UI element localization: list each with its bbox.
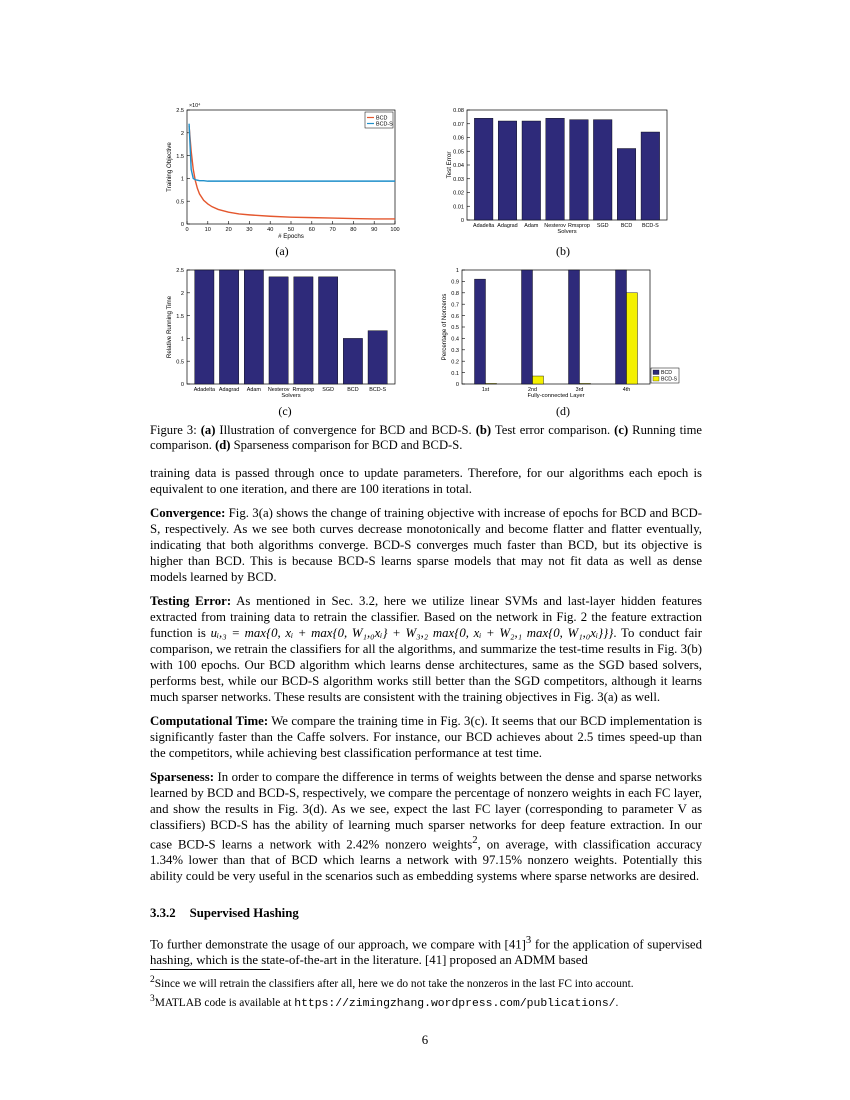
bar-adadelta xyxy=(195,270,214,384)
x-axis-label: Fully-connected Layer xyxy=(527,393,585,399)
figure-3d-label: (d) xyxy=(556,404,570,418)
body-text xyxy=(150,465,702,892)
bar-bcd-3rd xyxy=(569,270,580,384)
paragraph-heading: Sparseness: xyxy=(150,770,214,784)
paragraph-heading: Computational Time: xyxy=(150,714,269,728)
y-axis-label: Percentage of Nonzeros xyxy=(441,293,448,361)
caption-b-marker: (b) xyxy=(475,423,492,437)
footnote-3 xyxy=(150,992,702,1012)
y-tick-label: 2 xyxy=(180,131,184,137)
y-tick-label: 1 xyxy=(180,176,184,183)
footnote-mark: 3 xyxy=(150,993,155,1004)
x-tick-label: Adadelta xyxy=(193,387,215,393)
x-tick-label: Adagrad xyxy=(497,223,518,229)
x-axis-label: Solvers xyxy=(557,229,577,235)
x-tick-label: 4th xyxy=(622,387,631,393)
y-tick-label: 0.3 xyxy=(451,348,459,354)
legend-entry: BCD xyxy=(661,370,672,377)
y-tick-label: 1.5 xyxy=(176,313,184,320)
paragraph-text: Fig. 3(a) shows the change of training objective with increase of epochs for BCD and BCD-S, respectively. As we see both curves decrease monotonically and become flatter and flatter eventually, indicating that both algorithms converge. BCD-S converges much faster than BCD, but its objective is higher than BCD. This is because BCD-S learns sparse models that may not fit data as well as dense models learned by BCD. xyxy=(150,506,702,584)
y-tick-label: 1 xyxy=(455,268,459,275)
bar-bcd-s-4th xyxy=(627,293,638,384)
section-title: Supervised Hashing xyxy=(189,906,299,920)
y-exponent-label: ×10⁴ xyxy=(189,103,201,109)
y-tick-label: 0.6 xyxy=(451,313,459,320)
x-tick-label: 70 xyxy=(329,227,336,233)
x-tick-label: 1st xyxy=(481,387,490,393)
footnote-ref-3[interactable]: 3 xyxy=(525,935,532,946)
caption-a-marker: (a) xyxy=(200,423,216,437)
bar-bcd-2nd xyxy=(522,270,533,384)
x-tick-label: 60 xyxy=(308,227,315,233)
x-tick-label: BCD-S xyxy=(369,387,387,393)
x-tick-label: 40 xyxy=(267,227,274,233)
x-tick-label: BCD xyxy=(347,387,359,393)
bar-bcd xyxy=(617,149,636,221)
caption-d-marker: (d) xyxy=(215,438,231,452)
y-tick-label: 0.4 xyxy=(451,336,459,343)
caption-prefix: Figure 3: xyxy=(150,423,201,437)
y-tick-label: 0.06 xyxy=(453,135,464,142)
y-tick-label: 0.05 xyxy=(453,149,464,156)
y-tick-label: 0.07 xyxy=(453,121,464,128)
x-tick-label: Rmsprop xyxy=(292,387,315,393)
x-tick-label: BCD xyxy=(620,223,633,229)
x-tick-label: 20 xyxy=(225,227,232,233)
paragraph-text: To further demonstrate the usage of our approach, we compare with [41] xyxy=(150,937,526,952)
y-tick-label: 1 xyxy=(180,336,184,343)
bar-adagrad xyxy=(498,121,517,220)
x-tick-label: 0 xyxy=(185,227,189,233)
figure-3b-label: (b) xyxy=(556,244,570,258)
paragraph-text: We compare the training time in Fig. 3(c). It seems that our BCD implementation is significantly faster than the Caffe solvers. For instance, our BCD achieves about 2.5 times speed-up than the competitors, while achieving best classification performance at test time. xyxy=(150,714,702,760)
y-tick-label: 0 xyxy=(460,218,464,225)
x-tick-label: 10 xyxy=(204,227,211,233)
caption-c-marker: (c) xyxy=(614,423,629,437)
y-tick-label: 0.5 xyxy=(451,325,459,332)
y-tick-label: 0.8 xyxy=(451,291,459,297)
paragraph-text: In order to compare the difference in terms of weights between the dense and sparse networks learned by BCD and BCD-S, respectively, we compare the percentage of nonzero weights in each FC layer, and show the results in Fig. 3(d). As we see, expect the last FC layer (corresponding to parameter V as classifiers) BCD-S has the ability of learning much sparser networks for deep feature extraction. In our case BCD-S learns a network with 2.42% nonzero weights xyxy=(150,770,702,852)
paragraph-heading: Testing Error: xyxy=(150,594,232,608)
y-tick-label: 0.5 xyxy=(176,199,184,206)
x-tick-label: Nesterov xyxy=(544,223,566,229)
y-axis-label: Relative Running Time xyxy=(166,295,173,359)
y-axis-label: Test Error xyxy=(446,151,453,179)
x-tick-label: 3rd xyxy=(575,387,584,393)
legend-swatch xyxy=(653,370,659,375)
bar-bcd xyxy=(343,338,362,384)
footnote-text: Since we will retrain the classifiers after all, here we do not take the nonzeros in the last FC into account. xyxy=(154,977,634,990)
x-tick-label: Adam xyxy=(524,223,539,229)
bar-rmsprop xyxy=(294,277,313,384)
figure-3a-line-chart xyxy=(160,96,410,241)
paragraph-heading: Convergence: xyxy=(150,506,226,520)
y-tick-label: 0.08 xyxy=(453,108,464,115)
y-tick-label: 0.9 xyxy=(451,279,459,286)
paragraph-hashing xyxy=(150,933,702,968)
footnote-mark: 2 xyxy=(150,975,155,985)
figure-3c-label: (c) xyxy=(278,404,292,418)
y-tick-label: 0.2 xyxy=(451,359,459,366)
bar-adagrad xyxy=(219,270,238,384)
x-tick-label: Rmsprop xyxy=(567,223,590,229)
bar-nesterov xyxy=(269,277,288,384)
paragraph-sparseness xyxy=(150,769,702,884)
plot-frame xyxy=(467,110,667,220)
feature-extraction-equation: uᵢ,₃ = max{0, xᵢ + max{0, W₁,₀xᵢ} + W₃,₂ max{0, xᵢ + W₂,₁ max{0, W₁,₀xᵢ}}} xyxy=(210,626,614,640)
x-tick-label: SGD xyxy=(596,223,609,229)
footnote-ref-2[interactable]: 2 xyxy=(472,835,478,846)
x-tick-label: 2nd xyxy=(528,387,537,393)
caption-b-text: Test error comparison. xyxy=(491,423,615,437)
bar-rmsprop xyxy=(570,120,589,220)
legend-swatch xyxy=(653,377,659,382)
footnote-text: . xyxy=(615,996,619,1009)
paragraph-testing-error xyxy=(150,593,702,705)
x-tick-label: Adagrad xyxy=(218,387,240,393)
series-line-bcd-s xyxy=(189,121,395,181)
paragraph-text: , on average, with classification accuracy 1.34% lower than that of BCD which learns a network with 97.15% nonzero weights. Potentially this ability could be very useful in the scenarios such as embedding systems where sparse networks are desired. xyxy=(150,837,702,884)
y-tick-label: 0.03 xyxy=(453,176,464,183)
y-tick-label: 2 xyxy=(180,291,184,297)
y-tick-label: 2.5 xyxy=(176,108,184,115)
legend-entry: BCD xyxy=(376,115,388,122)
bar-adam xyxy=(522,121,541,220)
bar-nesterov xyxy=(546,118,565,220)
plot-frame xyxy=(187,110,395,224)
y-tick-label: 0.02 xyxy=(453,190,464,197)
figure-3b-bar-chart xyxy=(435,100,685,242)
caption-c-text: Running time comparison. xyxy=(150,423,702,452)
series-line-bcd xyxy=(189,126,395,219)
legend-entry: BCD-S xyxy=(661,376,678,383)
bar-bcd-s-3rd xyxy=(580,383,591,384)
page-number: 6 xyxy=(421,1033,429,1047)
y-tick-label: 0.5 xyxy=(176,359,184,366)
footnote-text: MATLAB code is available at xyxy=(154,996,295,1009)
figure-3d-bar-chart xyxy=(435,258,685,400)
x-tick-label: 30 xyxy=(246,227,253,233)
paragraph-text: As mentioned in Sec. 3.2, here we utilize linear SVMs and last-layer hidden features extracted from training data to retrain the classifier. Based on the network in Fig. 2 the feature extraction function is xyxy=(150,594,703,640)
bar-sgd xyxy=(318,277,337,384)
x-tick-label: 80 xyxy=(350,227,357,233)
caption-d-text: Sparseness comparison for BCD and BCD-S. xyxy=(230,438,463,452)
bar-adam xyxy=(244,270,263,384)
footnote-url-link[interactable]: https://zimingzhang.wordpress.com/publications/ xyxy=(294,997,616,1010)
paragraph-epochs: training data is passed through once to update parameters. Therefore, for our algorithms each epoch is equivalent to one iteration, and there are 100 iterations in total. xyxy=(150,466,702,496)
x-tick-label: 100 xyxy=(390,227,400,233)
section-heading xyxy=(150,906,299,921)
bar-adadelta xyxy=(474,118,493,220)
bar-bcd-s xyxy=(368,331,387,384)
y-tick-label: 0.04 xyxy=(453,163,464,170)
figure-3a-label: (a) xyxy=(275,244,289,258)
y-axis-label: Training Objective xyxy=(166,142,173,192)
plot-frame xyxy=(187,270,395,384)
paragraph-convergence xyxy=(150,505,702,585)
caption-a-text: Illustration of convergence for BCD and BCD-S. xyxy=(215,423,476,437)
y-tick-label: 0.7 xyxy=(451,302,459,309)
bar-bcd-s-2nd xyxy=(533,376,544,384)
figure-3c-bar-chart xyxy=(160,258,410,400)
y-tick-label: 2.5 xyxy=(176,268,184,275)
footnote-rule xyxy=(150,969,270,970)
y-tick-label: 0.1 xyxy=(451,370,459,377)
figure-caption xyxy=(150,423,702,453)
x-axis-label: Solvers xyxy=(281,393,301,399)
x-tick-label: Adam xyxy=(246,387,261,393)
x-tick-label: Adadelta xyxy=(473,223,495,229)
y-tick-label: 0.01 xyxy=(453,204,464,211)
x-tick-label: 90 xyxy=(371,227,378,233)
paragraph-computational-time xyxy=(150,713,702,761)
paragraph-text: for the application of supervised hashing, which is the state-of-the-art in the literature. [41] proposed an ADMM based xyxy=(150,937,703,968)
y-tick-label: 1.5 xyxy=(176,153,184,160)
x-axis-label: # Epochs xyxy=(278,233,304,240)
y-tick-label: 0 xyxy=(180,382,184,389)
legend-entry: BCD-S xyxy=(376,121,393,128)
bar-sgd xyxy=(593,120,612,220)
x-tick-label: 50 xyxy=(287,227,295,233)
paragraph-text: . To conduct fair comparison, we retrain the classifiers for all the algorithms, and summarize the test-time results in Fig. 3(b) with 100 epochs. Our BCD algorithm which learns dense architectures, same as the SGD based solvers, performs best, while our BCD-S algorithm works still better than the SGD competitors, although it learns much sparser networks. These results are consistent with the training objectives in Fig. 3(a) as well. xyxy=(150,626,702,704)
footnotes xyxy=(150,973,702,1012)
bar-bcd-s-1st xyxy=(486,383,497,384)
x-tick-label: Nesterov xyxy=(267,387,290,393)
footnote-2 xyxy=(150,973,702,992)
bar-bcd-1st xyxy=(475,279,486,384)
y-tick-label: 0 xyxy=(180,222,184,229)
section-number: 3.3.2 xyxy=(150,906,176,920)
bar-bcd-s xyxy=(641,132,660,220)
x-tick-label: BCD-S xyxy=(641,223,659,229)
y-tick-label: 0 xyxy=(455,382,459,389)
bar-bcd-4th xyxy=(616,270,627,384)
x-tick-label: SGD xyxy=(322,387,334,393)
